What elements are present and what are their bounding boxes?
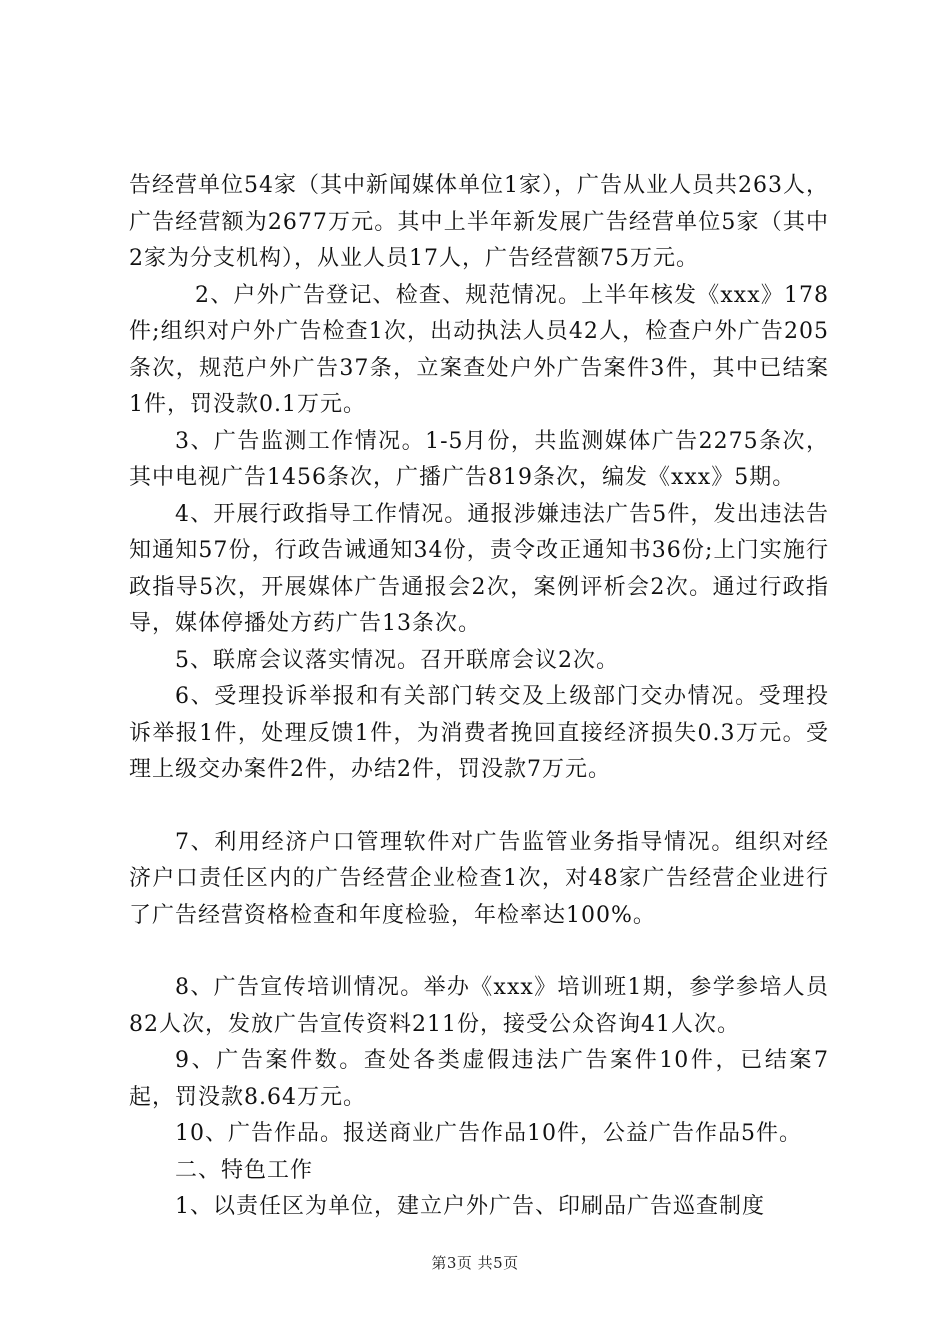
paragraph-patrol-system: 1、以责任区为单位，建立户外广告、印刷品广告巡查制度 bbox=[175, 1194, 765, 1219]
page-number-footer: 第3页 共5页 bbox=[431, 1254, 519, 1272]
paragraph-joint-meeting: 5、联席会议落实情况。召开联席会议2次。 bbox=[175, 647, 619, 673]
document-body bbox=[129, 168, 829, 1226]
paragraph-outdoor-ads: 2、户外广告登记、检查、规范情况。上半年核发《xxx》178件;组织对户外广告检查1次，出动执法人员42人，检查户外广告205条次，规范户外广告37条，立案查处户外广告案件3件，其中已结案1件，罚没款0.1万元。 bbox=[129, 282, 829, 417]
paragraph-admin-guidance: 4、开展行政指导工作情况。通报涉嫌违法广告5件，发出违法告知通知57份，行政告诫通知34份，责令改正通知书36份;上门实施行政指导5次，开展媒体广告通报会2次，案例评析会2次。通过行政指导，媒体停播处方药广告13条次。 bbox=[129, 501, 829, 636]
paragraph-software-guidance: 7、利用经济户口管理软件对广告监管业务指导情况。组织对经济户口责任区内的广告经营企业检查1次，对48家广告经营企业进行了广告经营资格检查和年度检验，年检率达100%。 bbox=[129, 829, 829, 928]
paragraph-continuation: 告经营单位54家（其中新闻媒体单位1家），广告从业人员共263人，广告经营额为2677万元。其中上半年新发展广告经营单位5家（其中2家为分支机构），从业人员17人，广告经营额75万元。 bbox=[129, 173, 829, 271]
paragraph-ad-works: 10、广告作品。报送商业广告作品10件，公益广告作品5件。 bbox=[175, 1121, 802, 1146]
section-heading-special-work: 二、特色工作 bbox=[175, 1157, 314, 1183]
paragraph-training: 8、广告宣传培训情况。举办《xxx》培训班1期，参学参培人员82人次，发放广告宣传资料211份，接受公众咨询41人次。 bbox=[129, 975, 829, 1037]
paragraph-ad-monitoring: 3、广告监测工作情况。1-5月份，共监测媒体广告2275条次，其中电视广告1456条次，广播广告819条次，编发《xxx》5期。 bbox=[129, 428, 829, 490]
paragraph-complaints: 6、受理投诉举报和有关部门转交及上级部门交办情况。受理投诉举报1件，处理反馈1件，为消费者挽回直接经济损失0.3万元。受理上级交办案件2件，办结2件，罚没款7万元。 bbox=[129, 684, 829, 782]
paragraph-case-count: 9、广告案件数。查处各类虚假违法广告案件10件，已结案7起，罚没款8.64万元。 bbox=[129, 1048, 829, 1110]
